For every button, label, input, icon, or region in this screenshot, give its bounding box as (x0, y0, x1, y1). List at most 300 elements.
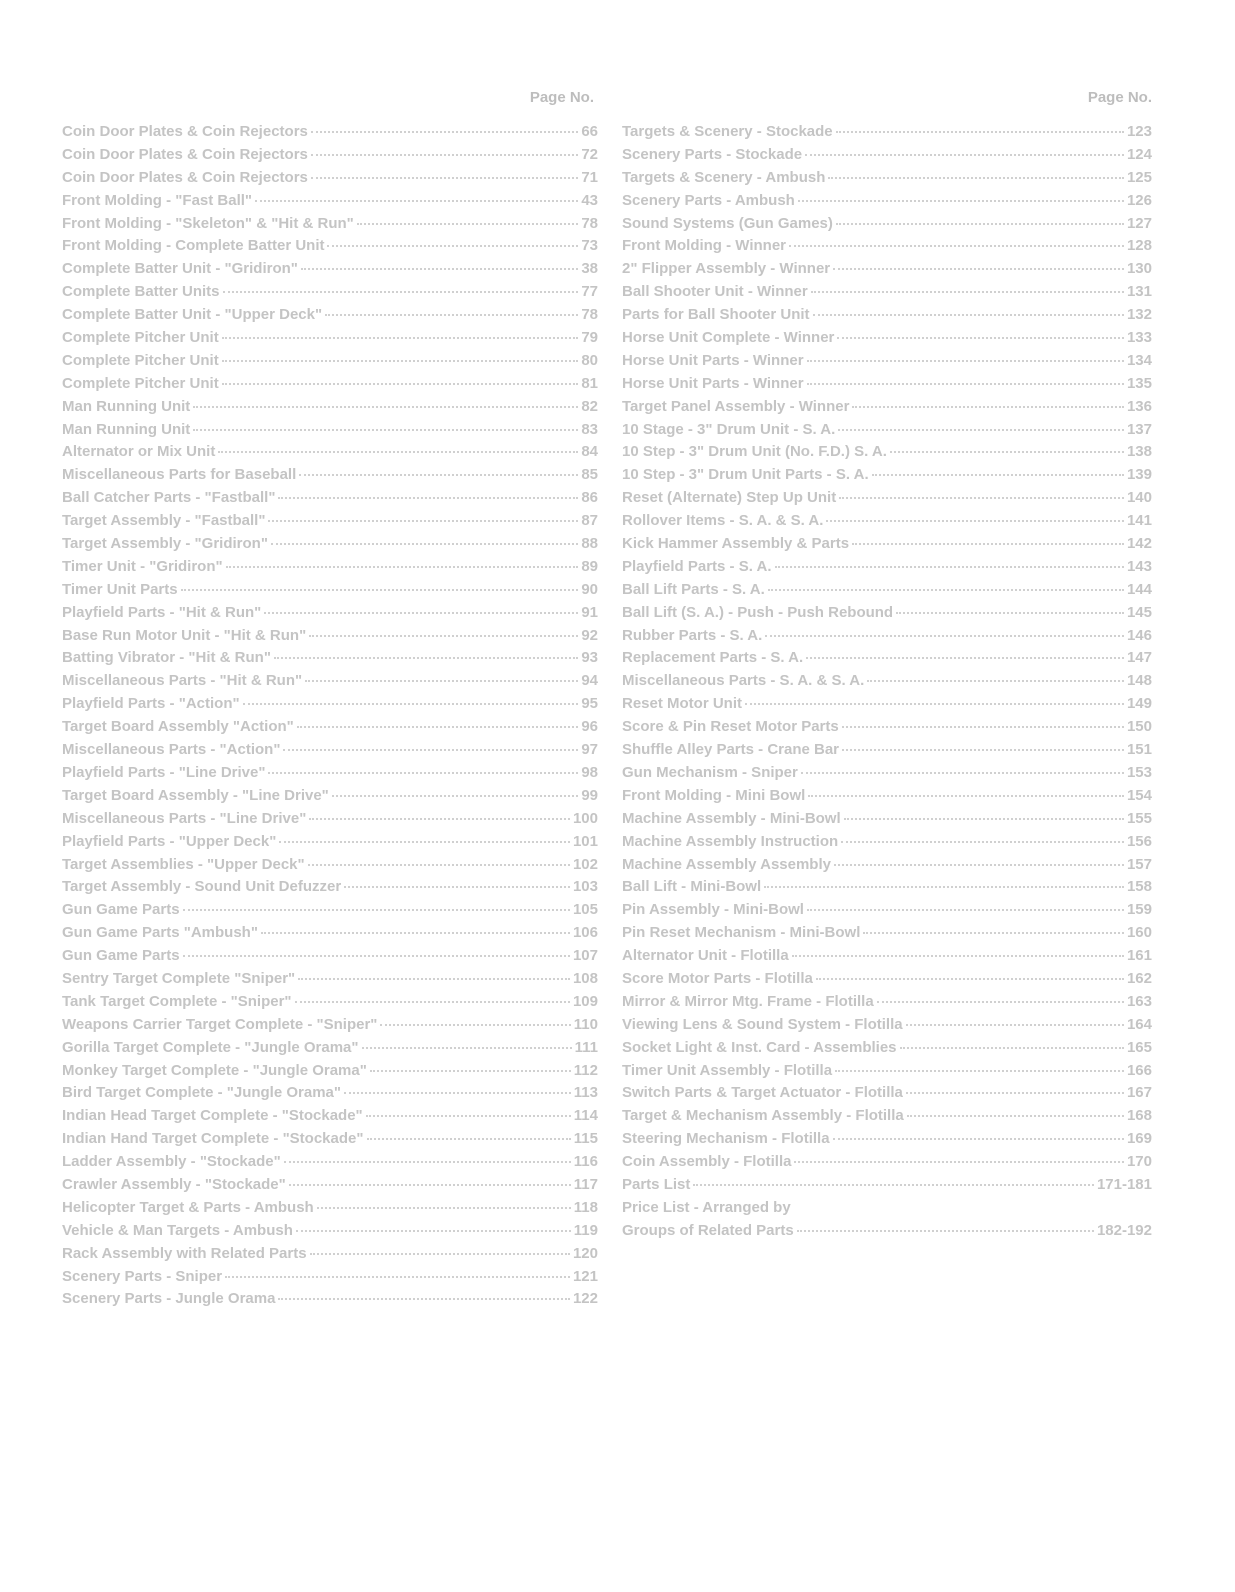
dot-leader (900, 1044, 1124, 1049)
dot-leader (852, 403, 1124, 408)
index-entry (622, 991, 1152, 1014)
dot-leader (255, 197, 578, 202)
index-entry (62, 1220, 598, 1243)
entry-page-number: 113 (573, 1084, 598, 1102)
entry-title: Coin Door Plates & Coin Rejectors (62, 123, 308, 140)
dot-leader (325, 311, 578, 316)
entry-title: Scenery Parts - Jungle Orama (62, 1290, 276, 1308)
index-entry (622, 144, 1152, 167)
dot-leader (833, 265, 1124, 270)
index-entry (62, 1014, 598, 1037)
entry-title: Weapons Carrier Target Complete - "Sniper" (62, 1015, 378, 1033)
entry-page-number: 165 (1126, 1038, 1152, 1056)
index-entry (622, 1037, 1152, 1060)
dot-leader (380, 1021, 570, 1026)
entry-title: Playfield Parts - "Action" (62, 695, 240, 713)
dot-leader (268, 517, 578, 522)
dot-leader (813, 311, 1124, 316)
entry-page-number: 98 (581, 763, 598, 781)
index-entry (622, 441, 1152, 464)
index-entry (622, 396, 1152, 419)
entry-page-number: 170 (1126, 1153, 1152, 1171)
index-entry (62, 945, 598, 968)
index-entry (622, 1082, 1152, 1105)
dot-leader (193, 426, 578, 431)
entry-title: Gun Game Parts "Ambush" (62, 924, 258, 942)
entry-page-number: 124 (1126, 145, 1152, 163)
left-column (62, 88, 598, 1311)
dot-leader (317, 1204, 571, 1209)
index-entry (622, 739, 1152, 762)
dot-leader (278, 494, 578, 499)
dot-leader (811, 288, 1124, 293)
index-entry (622, 373, 1152, 396)
dot-leader (264, 609, 578, 614)
index-entry (62, 304, 598, 327)
dot-leader (226, 563, 579, 568)
index-entry (622, 350, 1152, 373)
entry-title: Helicopter Target & Parts - Ambush (62, 1198, 314, 1216)
entry-title: Parts List (622, 1175, 691, 1193)
dot-leader (344, 1089, 571, 1094)
index-entry (62, 1243, 598, 1266)
entry-page-number: 83 (581, 420, 598, 438)
index-entry (622, 1105, 1152, 1128)
index-entry (62, 373, 598, 396)
entry-title: Reset Motor Unit (622, 695, 742, 713)
entry-title: Machine Assembly - Mini-Bowl (622, 809, 841, 827)
entry-page-number: 135 (1126, 374, 1152, 392)
index-entry (62, 1174, 598, 1197)
entry-title: Playfield Parts - "Upper Deck" (62, 832, 277, 850)
entry-page-number: 81 (581, 374, 598, 392)
dot-leader (896, 609, 1124, 614)
index-entry (622, 533, 1152, 556)
right-page-no-header: Page No. (1087, 89, 1152, 106)
index-entry (622, 464, 1152, 487)
dot-leader (863, 929, 1124, 934)
index-entry (622, 1151, 1152, 1174)
entry-title: Ball Catcher Parts - "Fastball" (62, 489, 276, 507)
dot-leader (274, 654, 578, 659)
entry-page-number: 122 (572, 1290, 598, 1308)
dot-leader (183, 952, 570, 957)
dot-leader (828, 174, 1124, 179)
dot-leader (801, 769, 1124, 774)
dot-leader (311, 128, 578, 133)
index-entry (62, 647, 598, 670)
index-entry (622, 854, 1152, 877)
entry-page-number: 134 (1126, 351, 1152, 369)
index-entry (62, 968, 598, 991)
index-entry (622, 693, 1152, 716)
entry-title: Scenery Parts - Stockade (622, 145, 803, 163)
entry-title: Steering Mechanism - Flotilla (622, 1130, 830, 1148)
entry-page-number: 133 (1126, 329, 1152, 347)
entry-page-number: 97 (581, 741, 598, 759)
dot-leader (835, 1067, 1124, 1072)
entry-page-number: 168 (1126, 1107, 1152, 1125)
index-entry (622, 510, 1152, 533)
entry-page-number: 136 (1126, 397, 1152, 415)
entry-page-number: 155 (1126, 809, 1152, 827)
entry-page-number: 171-181 (1096, 1175, 1152, 1193)
entry-title: Crawler Assembly - "Stockade" (62, 1175, 286, 1193)
index-entry (62, 190, 598, 213)
dot-leader (816, 975, 1124, 980)
index-entry (622, 625, 1152, 648)
entry-title: Miscellaneous Parts - "Hit & Run" (62, 672, 303, 690)
entry-title: Front Molding - "Skeleton" & "Hit & Run" (62, 214, 354, 232)
dot-leader (222, 380, 579, 385)
index-entry (622, 327, 1152, 350)
entry-page-number: 127 (1126, 214, 1152, 232)
index-entry (622, 716, 1152, 739)
index-entry (622, 922, 1152, 945)
index-entry (62, 1105, 598, 1128)
entry-page-number: 149 (1126, 695, 1152, 713)
index-entry (62, 441, 598, 464)
index-entry (62, 121, 598, 144)
entry-page-number: 43 (581, 191, 598, 209)
entry-page-number: 101 (572, 832, 598, 850)
entry-title: Gun Game Parts (62, 901, 180, 919)
index-entry (622, 281, 1152, 304)
entry-title: Pin Assembly - Mini-Bowl (622, 901, 804, 919)
dot-leader (225, 1273, 570, 1278)
index-entry (62, 1060, 598, 1083)
dot-leader (794, 1158, 1124, 1163)
entry-title: Batting Vibrator - "Hit & Run" (62, 649, 271, 667)
entry-title: 10 Step - 3" Drum Unit (No. F.D.) S. A. (622, 443, 887, 461)
entry-page-number: 167 (1126, 1084, 1152, 1102)
dot-leader (808, 792, 1124, 797)
entry-title: Bird Target Complete - "Jungle Orama" (62, 1084, 341, 1102)
dot-leader (764, 883, 1124, 888)
index-entry (622, 213, 1152, 236)
index-entry (622, 762, 1152, 785)
entry-page-number: 139 (1126, 466, 1152, 484)
index-entry (622, 785, 1152, 808)
dot-leader (223, 288, 579, 293)
entry-page-number: 162 (1126, 969, 1152, 987)
entry-page-number: 90 (581, 580, 598, 598)
index-entry (622, 167, 1152, 190)
index-entry (62, 213, 598, 236)
entry-page-number: 88 (581, 535, 598, 553)
entry-page-number: 141 (1126, 512, 1152, 530)
dot-leader (841, 838, 1124, 843)
entry-page-number: 147 (1126, 649, 1152, 667)
entry-title: 10 Stage - 3" Drum Unit - S. A. (622, 420, 836, 438)
dot-leader (797, 1227, 1094, 1232)
index-entry (62, 1082, 598, 1105)
entry-page-number: 166 (1126, 1061, 1152, 1079)
entry-page-number: 182-192 (1096, 1221, 1152, 1239)
index-entry (622, 487, 1152, 510)
dot-leader (370, 1067, 571, 1072)
entry-title: Miscellaneous Parts for Baseball (62, 466, 297, 484)
entry-title: Playfield Parts - S. A. (622, 557, 772, 575)
index-entry (622, 1060, 1152, 1083)
entry-page-number: 79 (581, 329, 598, 347)
index-entry (62, 739, 598, 762)
index-entry (62, 464, 598, 487)
entry-title: Ladder Assembly - "Stockade" (62, 1153, 281, 1171)
dot-leader (310, 1250, 570, 1255)
index-entry (622, 808, 1152, 831)
entry-page-number: 128 (1126, 237, 1152, 255)
entry-page-number: 103 (572, 878, 598, 896)
entry-title: Shuffle Alley Parts - Crane Bar (622, 741, 840, 759)
entry-page-number: 164 (1126, 1015, 1152, 1033)
dot-leader (311, 174, 578, 179)
entry-title: Coin Door Plates & Coin Rejectors (62, 145, 308, 163)
dot-leader (301, 265, 578, 270)
entry-page-number: 158 (1126, 878, 1152, 896)
dot-leader (877, 998, 1124, 1003)
dot-leader (279, 838, 570, 843)
entry-title: Scenery Parts - Sniper (62, 1267, 223, 1285)
entry-title: Ball Shooter Unit - Winner (622, 283, 808, 301)
entry-page-number: 157 (1126, 855, 1152, 873)
dot-leader (297, 723, 579, 728)
dot-leader (836, 220, 1124, 225)
entry-title: Target Board Assembly "Action" (62, 718, 294, 736)
index-entry (62, 625, 598, 648)
entry-page-number: 85 (581, 466, 598, 484)
entry-title: Viewing Lens & Sound System - Flotilla (622, 1015, 903, 1033)
entry-title: Horse Unit Parts - Winner (622, 351, 804, 369)
index-entry (62, 510, 598, 533)
dot-leader (222, 334, 579, 339)
right-entry-list (622, 121, 1152, 1243)
dot-leader (907, 1112, 1124, 1117)
dot-leader (271, 540, 578, 545)
index-entry (62, 1266, 598, 1289)
dot-leader (807, 357, 1124, 362)
entry-title: Playfield Parts - "Line Drive" (62, 763, 266, 781)
dot-leader (768, 586, 1124, 591)
dot-leader (872, 471, 1124, 476)
entry-title: Monkey Target Complete - "Jungle Orama" (62, 1061, 367, 1079)
index-entry (622, 121, 1152, 144)
index-entry (62, 854, 598, 877)
entry-page-number: 125 (1126, 168, 1152, 186)
dot-leader (332, 792, 579, 797)
entry-page-number: 160 (1126, 924, 1152, 942)
entry-page-number: 123 (1126, 123, 1152, 140)
entry-title: Front Molding - Complete Batter Unit (62, 237, 325, 255)
entry-page-number: 80 (581, 351, 598, 369)
entry-title: Target & Mechanism Assembly - Flotilla (622, 1107, 904, 1125)
entry-title: Rack Assembly with Related Parts (62, 1244, 307, 1262)
entry-title: Machine Assembly Assembly (622, 855, 831, 873)
dot-leader (792, 952, 1124, 957)
index-entry (62, 670, 598, 693)
dot-leader (765, 632, 1124, 637)
dot-leader (309, 815, 570, 820)
dot-leader (833, 1135, 1124, 1140)
dot-leader (837, 334, 1124, 339)
entry-title: Horse Unit Complete - Winner (622, 329, 835, 347)
index-entry (62, 327, 598, 350)
right-column (622, 88, 1152, 1243)
entry-page-number: 120 (572, 1244, 598, 1262)
entry-page-number: 161 (1126, 947, 1152, 965)
entry-page-number: 140 (1126, 489, 1152, 507)
dot-leader (806, 654, 1124, 659)
dot-leader (789, 242, 1124, 247)
dot-leader (826, 517, 1124, 522)
entry-title: Sound Systems (Gun Games) (622, 214, 833, 232)
entry-title: Alternator or Mix Unit (62, 443, 216, 461)
index-entry (62, 899, 598, 922)
index-entry (62, 991, 598, 1014)
entry-title: Ball Lift - Mini-Bowl (622, 878, 762, 896)
entry-page-number: 86 (581, 489, 598, 507)
dot-leader (834, 861, 1124, 866)
entry-page-number: 144 (1126, 580, 1152, 598)
entry-page-number: 126 (1126, 191, 1152, 209)
entry-page-number: 108 (572, 969, 598, 987)
index-entry (622, 1128, 1152, 1151)
index-entry (622, 190, 1152, 213)
index-entry (622, 1220, 1152, 1243)
entry-page-number: 151 (1126, 741, 1152, 759)
entry-title: Base Run Motor Unit - "Hit & Run" (62, 626, 307, 644)
dot-leader (805, 151, 1124, 156)
dot-leader (775, 563, 1124, 568)
dot-leader (838, 426, 1124, 431)
dot-leader (305, 677, 578, 682)
entry-title: Man Running Unit (62, 420, 191, 438)
index-entry (622, 419, 1152, 442)
entry-page-number: 91 (581, 603, 598, 621)
dot-leader (839, 494, 1124, 499)
entry-page-number: 143 (1126, 557, 1152, 575)
entry-page-number: 100 (572, 809, 598, 827)
entry-title: Complete Batter Units (62, 283, 220, 301)
dot-leader (842, 746, 1124, 751)
entry-title: Indian Head Target Complete - "Stockade" (62, 1107, 363, 1125)
entry-title: Miscellaneous Parts - "Line Drive" (62, 809, 307, 827)
entry-title: Reset (Alternate) Step Up Unit (622, 489, 837, 507)
entry-page-number: 169 (1126, 1130, 1152, 1148)
entry-title: Complete Batter Unit - "Gridiron" (62, 260, 298, 278)
entry-page-number: 148 (1126, 672, 1152, 690)
dot-leader (309, 632, 578, 637)
entry-page-number: 38 (581, 260, 598, 278)
entry-page-number: 132 (1126, 306, 1152, 324)
entry-title: Front Molding - Mini Bowl (622, 786, 806, 804)
entry-title: Miscellaneous Parts - "Action" (62, 741, 281, 759)
index-entry (622, 968, 1152, 991)
entry-page-number: 150 (1126, 718, 1152, 736)
index-entry (622, 899, 1152, 922)
index-entry (62, 1151, 598, 1174)
entry-page-number: 87 (581, 512, 598, 530)
entry-title: Target Assembly - "Gridiron" (62, 535, 268, 553)
dot-leader (327, 242, 578, 247)
dot-leader (362, 1044, 572, 1049)
index-entry (62, 579, 598, 602)
dot-leader (311, 151, 578, 156)
index-entry (622, 1174, 1152, 1197)
entry-page-number: 66 (581, 123, 598, 140)
entry-page-number: 105 (572, 901, 598, 919)
dot-leader (842, 723, 1124, 728)
index-entry (62, 235, 598, 258)
entry-page-number: 137 (1126, 420, 1152, 438)
index-entry (622, 670, 1152, 693)
entry-title: Gorilla Target Complete - "Jungle Orama" (62, 1038, 359, 1056)
dot-leader (261, 929, 570, 934)
entry-page-number: 78 (581, 306, 598, 324)
entry-title: Rollover Items - S. A. & S. A. (622, 512, 824, 530)
entry-title: Target Assemblies - "Upper Deck" (62, 855, 305, 873)
entry-page-number: 114 (573, 1107, 598, 1125)
entry-title: Playfield Parts - "Hit & Run" (62, 603, 262, 621)
entry-title: Groups of Related Parts (622, 1221, 794, 1239)
entry-page-number: 102 (572, 855, 598, 873)
entry-page-number: 154 (1126, 786, 1152, 804)
index-entry (62, 1037, 598, 1060)
dot-leader (222, 357, 579, 362)
dot-leader (852, 540, 1124, 545)
entry-title: Complete Pitcher Unit (62, 329, 219, 347)
dot-leader (906, 1089, 1124, 1094)
entry-title: Ball Lift Parts - S. A. (622, 580, 765, 598)
index-entry (62, 396, 598, 419)
entry-page-number: 119 (573, 1221, 598, 1239)
entry-page-number: 89 (581, 557, 598, 575)
entry-title: Score Motor Parts - Flotilla (622, 969, 813, 987)
entry-title: Price List - Arranged by (622, 1198, 791, 1216)
entry-page-number: 156 (1126, 832, 1152, 850)
entry-page-number: 146 (1126, 626, 1152, 644)
index-entry (62, 785, 598, 808)
entry-title: Horse Unit Parts - Winner (622, 374, 804, 392)
entry-page-number: 153 (1126, 763, 1152, 781)
index-entry (622, 1014, 1152, 1037)
entry-title: Target Panel Assembly - Winner (622, 397, 850, 415)
entry-title: Timer Unit Assembly - Flotilla (622, 1061, 833, 1079)
dot-leader (366, 1112, 571, 1117)
entry-title: Complete Batter Unit - "Upper Deck" (62, 306, 323, 324)
entry-title: Vehicle & Man Targets - Ambush (62, 1221, 293, 1239)
entry-page-number: 71 (581, 168, 598, 186)
entry-page-number: 77 (581, 283, 598, 301)
index-entry (62, 533, 598, 556)
entry-title: Gun Game Parts (62, 947, 180, 965)
entry-title: 10 Step - 3" Drum Unit Parts - S. A. (622, 466, 869, 484)
dot-leader (278, 1295, 570, 1300)
entry-page-number: 82 (581, 397, 598, 415)
entry-title: 2" Flipper Assembly - Winner (622, 260, 831, 278)
entry-page-number: 109 (572, 992, 598, 1010)
dot-leader (344, 883, 570, 888)
index-entry (62, 350, 598, 373)
dot-leader (357, 220, 579, 225)
dot-leader (745, 700, 1124, 705)
entry-title: Scenery Parts - Ambush (622, 191, 795, 209)
entry-page-number: 84 (581, 443, 598, 461)
entry-title: Tank Target Complete - "Sniper" (62, 992, 292, 1010)
entry-page-number: 117 (573, 1175, 598, 1193)
entry-title: Kick Hammer Assembly & Parts (622, 535, 850, 553)
entry-title: Miscellaneous Parts - S. A. & S. A. (622, 672, 865, 690)
